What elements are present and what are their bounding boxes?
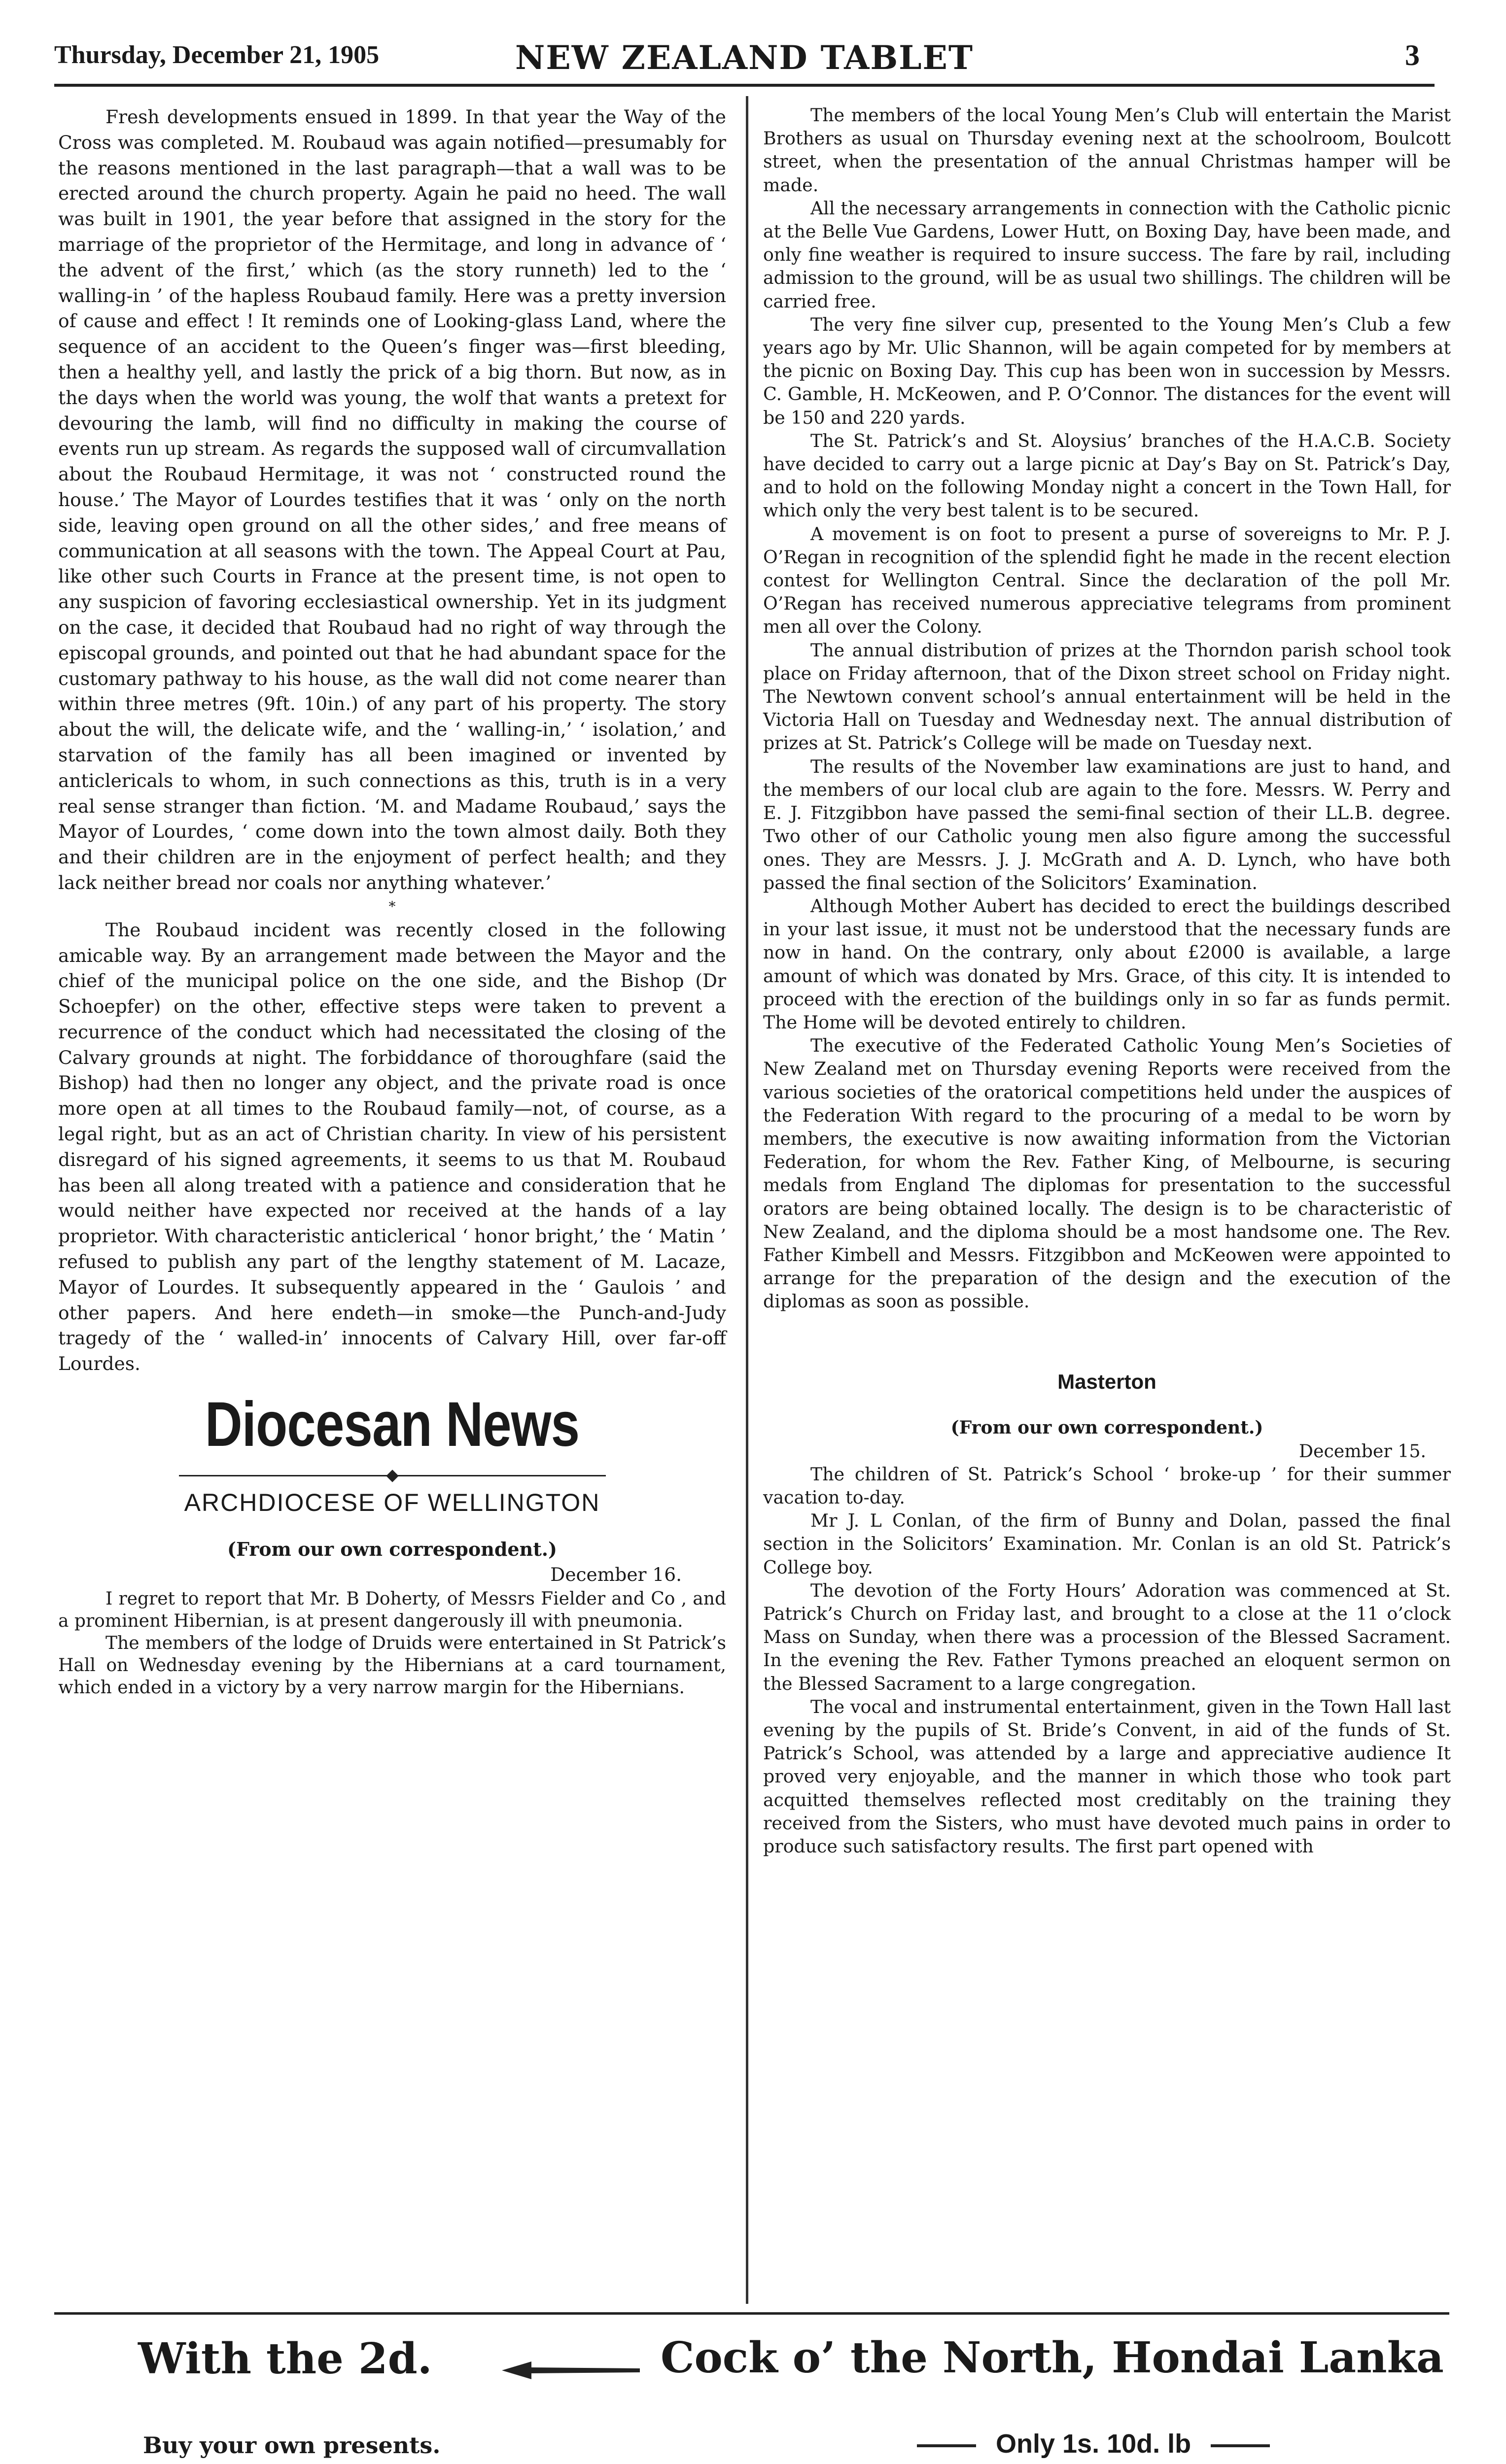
article-paragraph: Fresh developments ensued in 1899. In that year the Way of the Cross was completed. M. Roubaud was again notified—presumably for the reasons mentioned in the last paragraph—that a wall was to be erected around the church property. Again he paid no heed. The wall was built in 1901, the year before that assigned in the story for the marriage of the proprietor of the Hermitage, and long in advance of ‘ the advent of the first,’ which (as the story runneth) led to the ‘ walling-in ’ of the hapless Roubaud family. Here was a pretty inversion of cause and effect ! It reminds one of Looking-glass Land, where the sequence of an accident to the Queen’s finger was—first bleeding, then a healthy yell, and lastly the prick of a big thorn. But now, as in the days when the world was young, the wolf that wants a pretext for devouring the lamb, will find no difficulty in making the course of events run up stream. As regards the supposed wall of circumvallation about the Roubaud Hermitage, it was not ‘ constructed round the house.’ The Mayor of Lourdes testifies that it was ‘ only on the north side, leaving open ground on all the other sides,’ and free means of communication at all seasons with the town. The Appeal Court at Pau, like other such Courts in France at the present time, is not open to any suspicion of favoring ecclesiastical ownership. Yet in its judgment on the case, it decided that Roubaud had no right of way through the episcopal grounds, and pointed out that he had abundant space for the customary pathway to his house, as the wall did not come nearer than within three metres (9ft. 10in.) of any part of his property. The story about the will, the delicate wife, and the ‘ walling-in,’ ‘ isolation,’ and starvation of the family has all been imagined or invented by anticlericals to whom, in such connections as this, truth is in a very real sense stranger than fiction. ‘M. and Madame Roubaud,’ says the Mayor of Lourdes, ‘ come down into the town almost daily. Both they and their children are in the enjoyment of perfect health; and they lack neither bread nor coals nor anything whatever.’ (58, 106, 726, 893)
section-separator: * (388, 898, 396, 915)
left-column (58, 104, 726, 1699)
news-paragraph: The devotion of the Forty Hours’ Adoration was commenced at St. Patrick’s Church on Friday last, and brought to a close at the 11 o’clock Mass on Sunday, when there was a procession of the Blessed Sacrament. In the evening the Rev. Father Tymons preached an eloquent sermon on the Blessed Sacrament to a large congregation. (763, 1579, 1451, 1694)
ad-tagline: Buy your own presents. (143, 2432, 441, 2459)
article-paragraph: The Roubaud incident was recently closed in the following amicable way. By an arrangement made between the Mayor and the chief of the municipal police on the one side, and the Bishop (Dr Schoepfer) on the other, effective steps were taken to prevent a recurrence of the conduct which had necessitated the closing of the Calvary grounds at night. The forbiddance of thoroughfare (said the Bishop) had then no longer any object, and the private road is once more open at all times to the Roubaud family—not, of course, as a legal right, but as an act of Christian charity. In view of his persistent disregard of his signed agreements, it seems to us that M. Roubaud has been all along treated with a patience and consideration that he would neither have expected nor received at the hands of a lay proprietor. With characteristic anticlerical ‘ honor bright,’ the ‘ Matin ’ refused to publish any part of the lengthy statement of M. Lacaze, Mayor of Lourdes. It subsequently appeared in the ‘ Gaulois ’ and other papers. And here endeth—in smoke—the Punch-and-Judy tragedy of the ‘ walled-in’ innocents of Calvary Hill, over far-off Lourdes. (58, 919, 726, 1375)
masterton-heading: Masterton (1057, 1369, 1156, 1393)
news-paragraph: All the necessary arrangements in connection with the Catholic picnic at the Belle Vue Gardens, Lower Hutt, on Boxing Day, have been made, and only fine weather is required to insure success. The fare by rail, including admission to the ground, will be as usual two shillings. The children will be carried free. (763, 197, 1451, 312)
right-column (763, 103, 1451, 1858)
ad-price-line (897, 2429, 1290, 2459)
page-number: 3 (1405, 39, 1420, 71)
news-paragraph: The very fine silver cup, presented to the Young Men’s Club a few years ago by Mr. Ulic Shannon, will be again competed for by members at the picnic on Boxing Day. This cup has been won in succession by Messrs. C. Gamble, H. McKeowen, and P. O’Connor. The distances for the event will be 150 and 220 yards. (763, 313, 1451, 428)
ad-headline-left: With the 2d. (138, 2334, 432, 2384)
arrow-icon (502, 2361, 640, 2380)
news-paragraph: The St. Patrick’s and St. Aloysius’ branches of the H.A.C.B. Society have decided to carry out a large picnic at Day’s Bay on St. Patrick’s Day, and to hold on the following Monday night a concert in the Town Hall, for which only the very best talent is to be secured. (763, 430, 1451, 521)
news-paragraph: The vocal and instrumental entertainment, given in the Town Hall last evening by the pupils of St. Bride’s Convent, in aid of the funds of St. Patrick’s School, was attended by a large and appreciative audience It proved very enjoyable, and the manner in which those who took part acquitted themselves reflected most creditably on the training they received from the Sisters, who must have devoted much pains in order to produce such satisfactory results. The first part opened with (763, 1696, 1451, 1857)
diocesan-news-title: Diocesan News (205, 1389, 580, 1460)
news-paragraph: Mr J. L Conlan, of the firm of Bunny and Dolan, passed the final section in the Solicitors’ Examination. Mr. Conlan is an old St. Patrick’s College boy. (763, 1510, 1451, 1578)
news-paragraph: Although Mother Aubert has decided to erect the buildings described in your last issue, it must not be understood that the necessary funds are now in hand. On the contrary, only about £2000 is available, a large amount of which was donated by Mrs. Grace, of this city. It is intended to proceed with the erection of the buildings only in so far as funds permit. The Home will be devoted entirely to children. (763, 895, 1451, 1033)
masthead-title: NEW ZEALAND TABLET (515, 38, 974, 77)
footer-rule (54, 2312, 1449, 2315)
advertisement-banner (0, 2321, 1506, 2464)
news-paragraph: The annual distribution of prizes at the Thorndon parish school took place on Friday afternoon, that of the Dixon street school on Friday night. The Newtown convent school’s annual entertainment will be held in the Victoria Hall on Tuesday and Wednesday next. The annual distribution of prizes at St. Patrick’s College will be made on Tuesday next. (763, 639, 1451, 754)
archdiocese-heading: ARCHDIOCESE OF WELLINGTON (184, 1489, 600, 1517)
news-paragraph: The members of the lodge of Druids were entertained in St Patrick’s Hall on Wednesday evening by the Hibernians at a card tournament, which ended in a victory by a very narrow margin for the Hibernians. (58, 1633, 726, 1698)
news-paragraph: The members of the local Young Men’s Club will entertain the Marist Brothers as usual on Thursday evening next at the schoolroom, Boulcott street, when the presentation of the annual Christmas hamper will be made. (763, 104, 1451, 196)
news-paragraph: I regret to report that Mr. B Doherty, of Messrs Fielder and Co , and a prominent Hibernian, is at present dangerously ill with pneumonia. (58, 1588, 726, 1631)
ad-price: Only 1s. 10d. lb (996, 2429, 1191, 2459)
correspondent-line: (From our own correspondent.) (950, 1417, 1263, 1438)
news-paragraph: The executive of the Federated Catholic Young Men’s Societies of New Zealand met on Thursday evening Reports were received from the various societies of the oratorical competitions held under the auspices of the Federation With regard to the procuring of a medal to be worn by members, the executive is now awaiting information from the Victorian Federation, for whom the Rev. Father King, of Melbourne, is securing medals from England The diplomas for presentation to the successful orators are being obtained locally. The design is to be characteristic of New Zealand, and the diploma should be a most handsome one. The Rev. Father Kimbell and Messrs. Fitzgibbon and McKeowen were appointed to arrange for the preparation of the design and the execution of the diplomas as soon as possible. (763, 1035, 1451, 1312)
news-paragraph: A movement is on foot to present a purse of sovereigns to Mr. P. J. O’Regan in recognition of the splendid fight he made in the recent election contest for Wellington Central. Since the declaration of the poll Mr. O’Regan has received numerous appreciative telegrams from prominent men all over the Colony. (763, 523, 1451, 638)
news-paragraph: The children of St. Patrick’s School ‘ broke-up ’ for their summer vacation to-day. (763, 1463, 1451, 1508)
title-ornament (58, 1462, 726, 1478)
news-paragraph: The results of the November law examinations are just to hand, and the members of our local club are again to the fore. Messrs. W. Perry and E. J. Fitzgibbon have passed the semi-final section of their LL.B. degree. Two other of our Catholic young men also figure among the successful ones. They are Messrs. J. J. McGrath and A. D. Lynch, who have both passed the final section of the Solicitors’ Examination. (763, 755, 1451, 893)
issue-date: Thursday, December 21, 1905 (54, 41, 380, 69)
correspondent-line: (From our own correspondent.) (227, 1538, 557, 1561)
column-divider (746, 96, 748, 2304)
ad-headline-right: Cock o’ the North, Hondai Lanka (661, 2333, 1444, 2383)
dateline: December 16. (550, 1564, 682, 1586)
page-header (54, 38, 1435, 87)
dateline: December 15. (1298, 1440, 1426, 1462)
